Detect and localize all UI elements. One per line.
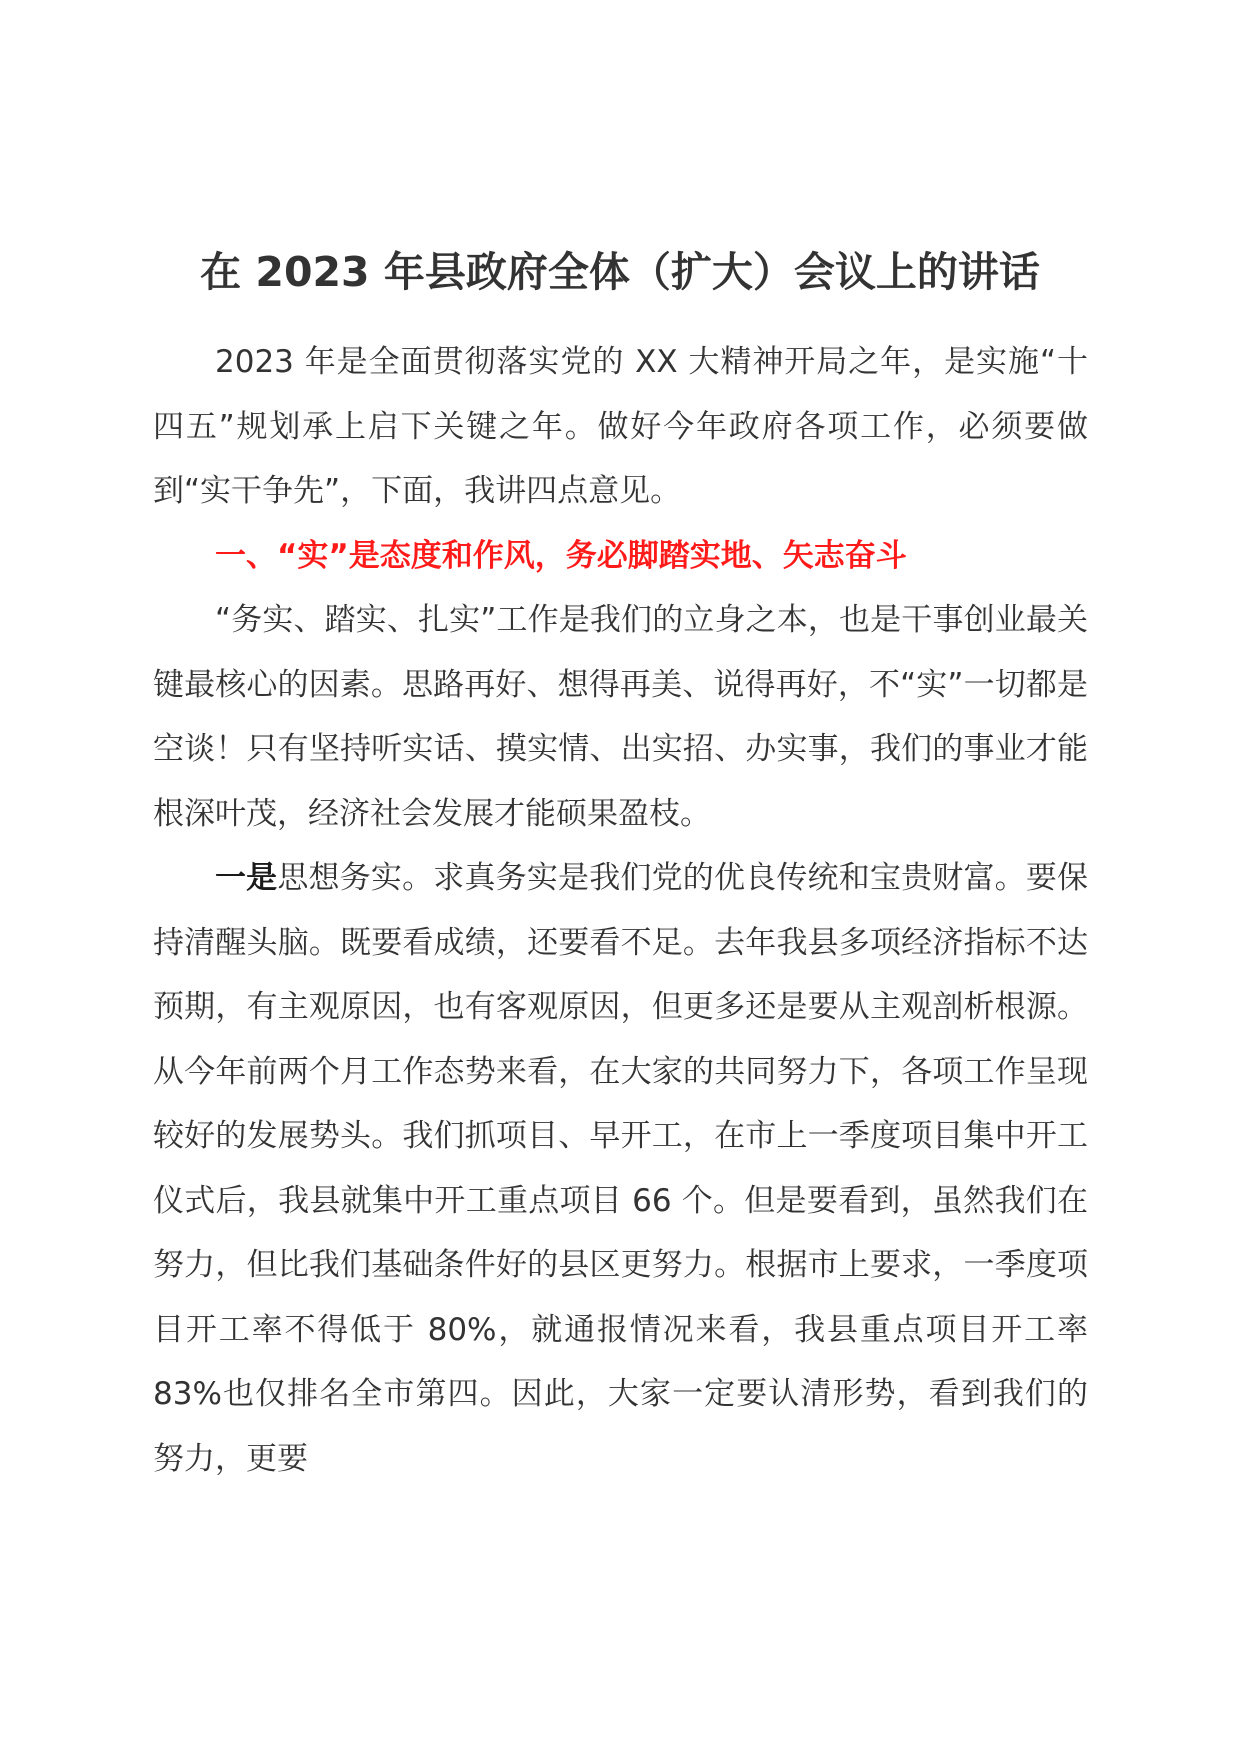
body-paragraph-point-1 — [153, 846, 1088, 1491]
point-lead: 一是 — [215, 860, 278, 896]
point-text: 思想务实。求真务实是我们党的优良传统和宝贵财富。要保持清醒头脑。既要看成绩，还要看不足。去年我县多项经济指标不达预期，有主观原因，也有客观原因，但更多还是要从主观剖析根源。从今年前两个月工作态势来看，在大家的共同努力下，各项工作呈现较好的发展势头。我们抓项目、早开工，在市上一季度项目集中开工仪式后，我县就集中开工重点项目 66 个。但是要看到，虽然我们在努力，但比我们基础条件好的县区更努力。根据市上要求，一季度项目开工率不得低于 80%，就通报情况来看，我县重点项目开工率 83%也仅排名全市第四。因此，大家一定要认清形势，看到我们的努力，更要 — [153, 860, 1089, 1477]
section-heading-1: 一、“实”是态度和作风，务必脚踏实地、矢志奋斗 — [215, 537, 907, 574]
body-paragraph: “务实、踏实、扎实”工作是我们的立身之本，也是干事创业最关键最核心的因素。思路再好、想得再美、说得再好，不“实”一切都是空谈！只有坚持听实话、摸实情、出实招、办实事，我们的事业才能根深叶茂，经济社会发展才能硕果盈枝。 — [153, 602, 1088, 832]
document-title: 在 2023 年县政府全体（扩大）会议上的讲话 — [200, 248, 1040, 296]
intro-paragraph: 2023 年是全面贯彻落实党的 XX 大精神开局之年，是实施“十四五”规划承上启下关键之年。做好今年政府各项工作，必须要做到“实干争先”，下面，我讲四点意见。 — [153, 344, 1088, 509]
document-body — [153, 330, 1088, 1491]
